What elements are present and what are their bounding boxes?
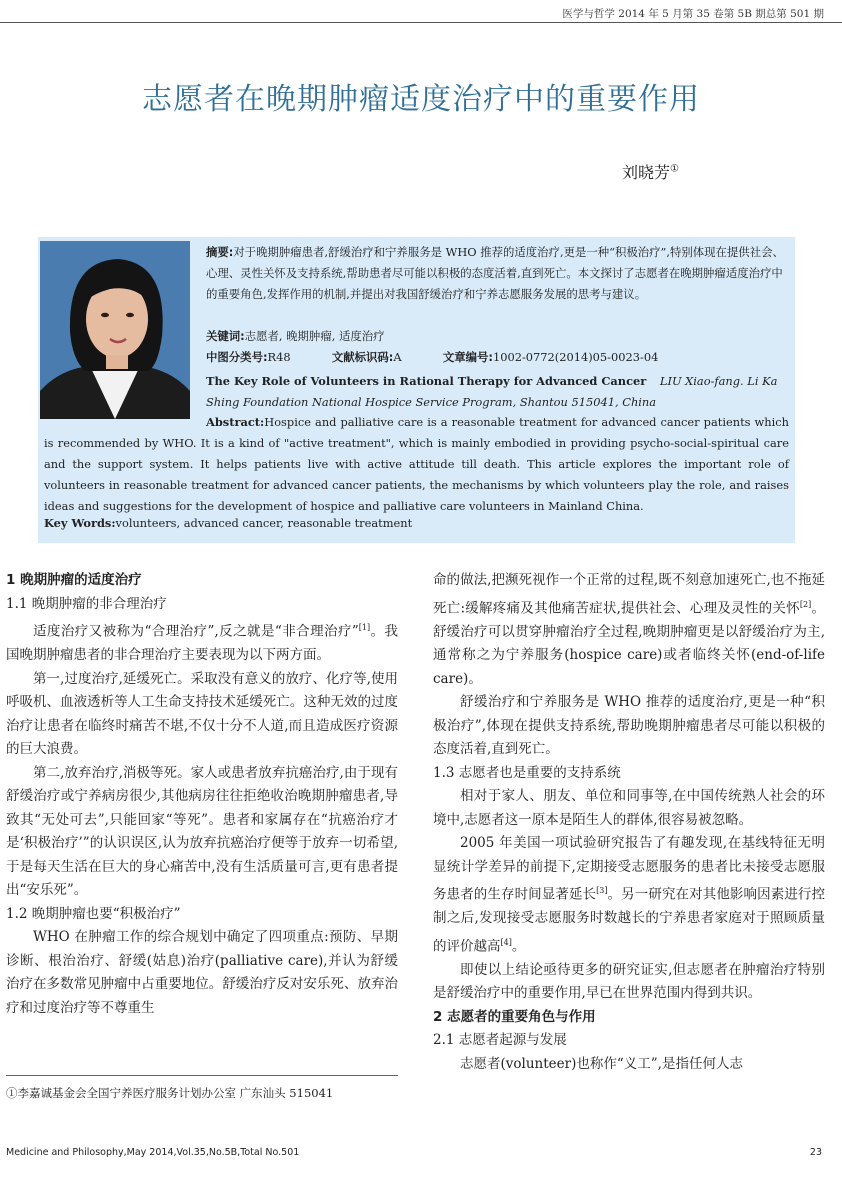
english-abstract-label: Abstract: — [206, 415, 265, 429]
doc-code-value: A — [393, 350, 402, 364]
author-portrait-image — [40, 241, 190, 419]
paragraph — [433, 832, 825, 959]
clc-value: R48 — [267, 350, 291, 364]
paragraph: 即使以上结论亟待更多的研究证实,但志愿者在肿瘤治疗特别是舒缓治疗中的重要作用,早已在世界范围内得到共识。 — [433, 961, 825, 1001]
citation-ref: [2] — [799, 599, 812, 609]
article-title: 志愿者在晚期肿瘤适度治疗中的重要作用 — [142, 82, 700, 117]
paragraph: WHO 在肿瘤工作的综合规划中确定了四项重点:预防、早期诊断、根治治疗、舒缓(姑息)治疗(palliative care),并认为舒缓治疗在多数常见肿瘤中占重要地位。舒缓治疗反对安乐死、放弃治疗和过度治疗等不尊重生 — [6, 929, 398, 1016]
footnote-rule — [6, 1075, 398, 1076]
article-number-label: 文章编号: — [442, 350, 493, 364]
keywords-cn-text: 志愿者, 晚期肿瘤, 适度治疗 — [244, 329, 385, 343]
section-heading-1: 1 晚期肿瘤的适度治疗 — [6, 572, 142, 588]
english-title-block — [206, 371, 791, 413]
paragraph-text: 命的做法,把濒死视作一个正常的过程,既不刻意加速死亡,也不拖延死亡:缓解疼痛及其他痛苦症状,提供社会、心理及灵性的关怀 — [433, 572, 825, 616]
footnote: ①李嘉诚基金会全国宁养医疗服务计划办公室 广东汕头 515041 — [6, 1086, 334, 1100]
journal-footer: Medicine and Philosophy,May 2014,Vol.35,No.5B,Total No.501 — [6, 1147, 300, 1158]
section-heading-2: 2 志愿者的重要角色与作用 — [433, 1008, 596, 1025]
page-number: 23 — [809, 1147, 822, 1158]
author — [622, 160, 679, 183]
running-head: 医学与哲学 2014 年 5 月第 35 卷第 5B 期总第 501 期 — [562, 8, 824, 20]
header-rule — [0, 22, 842, 23]
article-number-value: 1002-0772(2014)05-0023-04 — [492, 350, 659, 364]
citation-ref: [3] — [596, 886, 608, 895]
subsection-heading-1-1: 1.1 晚期肿瘤的非合理治疗 — [6, 595, 167, 612]
body-left-column — [6, 569, 398, 1020]
citation-ref: [4] — [500, 937, 512, 947]
author-note-mark: ① — [670, 163, 679, 175]
keywords-cn — [206, 326, 385, 347]
english-abstract — [44, 412, 789, 517]
doc-code-label: 文献标识码: — [331, 350, 394, 364]
paragraph — [6, 616, 398, 668]
clc-label: 中图分类号: — [206, 350, 268, 364]
english-keywords-label: Key Words: — [44, 516, 116, 530]
paragraph-text: 。 — [511, 938, 526, 954]
citation-ref: [1] — [358, 623, 371, 632]
english-keywords — [44, 516, 412, 530]
abstract-cn-text: 对于晚期肿瘤患者,舒缓治疗和宁养服务是 WHO 推荐的适度治疗,更是一种“积极治疗”,特别体现在提供社会、心理、灵性关怀及支持系统,帮助患者尽可能以积极的态度活着,直到死亡。本文探讨了志愿者在晚期肿瘤适度治疗中的重要角色,发挥作用的机制,并提出对我国舒缓治疗和宁养志愿服务发展的思考与建议。 — [206, 245, 784, 301]
paragraph: 相对于家人、朋友、单位和同事等,在中国传统熟人社会的环境中,志愿者这一原本是陌生人的群体,很容易被忽略。 — [433, 788, 825, 828]
paragraph-text: 。我国晚期肿瘤患者的非合理治疗主要表现为以下两方面。 — [6, 623, 399, 663]
abstract-cn-label: 摘要: — [206, 245, 234, 259]
paragraph: 舒缓治疗和宁养服务是 WHO 推荐的适度治疗,更是一种“积极治疗”,体现在提供支持系统,帮助晚期肿瘤患者尽可能以积极的态度活着,直到死亡。 — [433, 694, 825, 757]
subsection-heading-2-1: 2.1 志愿者起源与发展 — [433, 1032, 567, 1048]
paragraph — [433, 569, 825, 691]
author-photo — [40, 241, 190, 419]
subsection-heading-1-3: 1.3 志愿者也是重要的支持系统 — [433, 764, 621, 781]
english-keywords-text: volunteers, advanced cancer, reasonable treatment — [115, 516, 413, 530]
paragraph: 第二,放弃治疗,消极等死。家人或患者放弃抗癌治疗,由于现有舒缓治疗或宁养病房很少,其他病房往往拒绝收治晚期肿瘤患者,导致其“无处可去”,只能回家“等死”。患者和家属存在“抗癌治疗才是‘积极治疗’”的认识误区,认为放弃抗癌治疗便等于放弃一切希望,于是每天生活在巨大的身心痛苦中,没有生活质量可言,更有患者提出“安乐死”。 — [6, 764, 398, 898]
classification-line — [206, 347, 658, 368]
keywords-cn-label: 关键词: — [206, 329, 245, 343]
abstract-cn — [206, 242, 786, 305]
paragraph-text: 。舒缓治疗可以贯穿肿瘤治疗全过程,晚期肿瘤更是以舒缓治疗为主,通常称之为宁养服务(hospice care)或者临终关怀(end-of-life care)。 — [433, 600, 826, 687]
paragraph-text: 。另一研究在对其他影响因素进行控制之后,发现接受志愿服务时数越长的宁养患者家庭对于照顾质量的评价越高 — [433, 886, 826, 954]
paragraph-text: 适度治疗又被称为“合理治疗”,反之就是“非合理治疗” — [33, 623, 359, 640]
paragraph-text: 2005 年美国一项试验研究报告了有趣发现,在基线特征无明显统计学差异的前提下,定期接受志愿服务的患者比未接受志愿服务患者的生存时间显著延长 — [433, 835, 825, 903]
english-title: The Key Role of Volunteers in Rational Therapy for Advanced Cancer — [206, 374, 647, 388]
english-abstract-text: Hospice and palliative care is a reasonable treatment for advanced cancer patients which is recommended by WHO. It is a kind of "active treatment", which is mainly embodied in providing psycho-social-spiritual care and the support system. It helps patients live with active attitude till death. This article explores the important role of volunteers in reasonable treatment for advanced cancer patients, the mechanisms by which volunteers play the role, and raises ideas and suggestions for the development of hospice and palliative care volunteers in Mainland China. — [44, 415, 789, 513]
subsection-heading-1-2: 1.2 晚期肿瘤也要“积极治疗” — [6, 905, 181, 922]
author-name: 刘晓芳 — [622, 163, 671, 182]
paragraph: 志愿者(volunteer)也称作“义工”,是指任何人志 — [460, 1055, 743, 1072]
body-right-column — [433, 569, 825, 1076]
english-author-affiliation: LIU Xiao-fang. Li Ka Shing Foundation National Hospice Service Program, Shantou 515041, China — [206, 374, 778, 409]
paragraph: 第一,过度治疗,延缓死亡。采取没有意义的放疗、化疗等,使用呼吸机、血液透析等人工生命支持技术延缓死亡。这种无效的过度治疗让患者在临终时痛苦不堪,不仅十分不人道,而且造成医疗资源的巨大浪费。 — [6, 670, 398, 757]
